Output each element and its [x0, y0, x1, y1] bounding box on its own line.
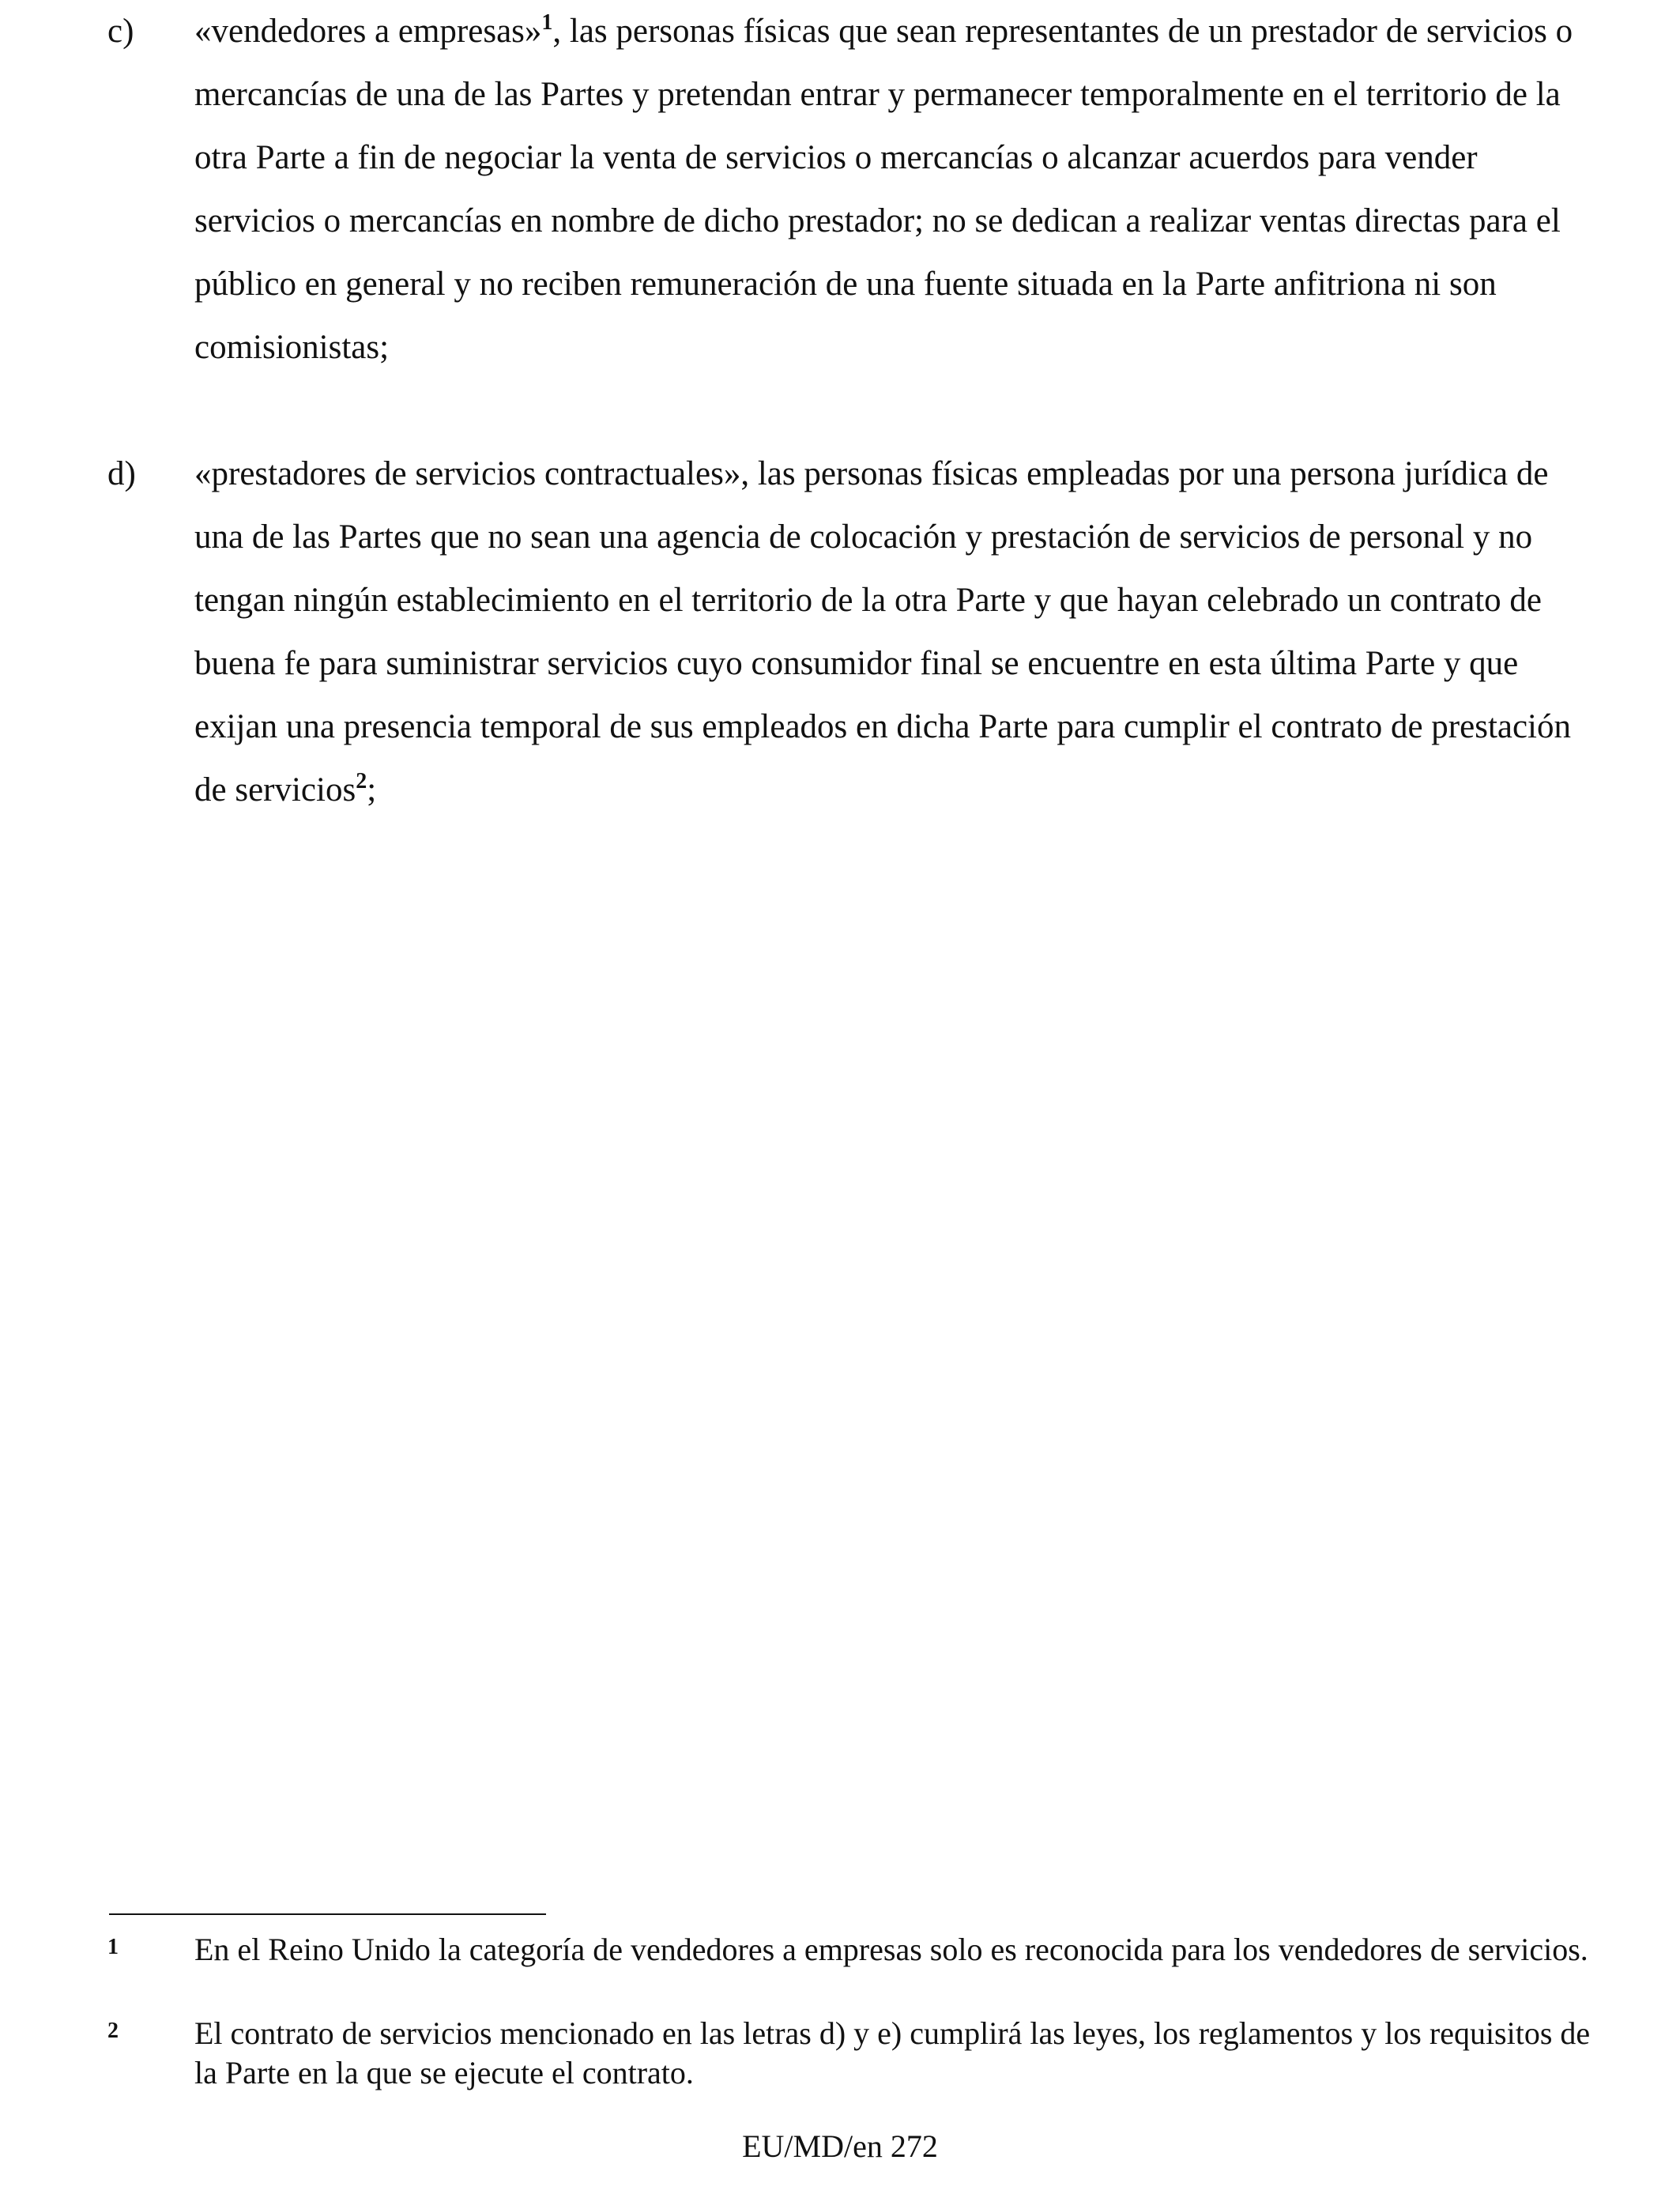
item-text-end: ; — [367, 771, 377, 809]
item-text-end: , las personas físicas que sean representantes de un prestador de servicios o mercancías de una de las Partes y pretendan entrar y permanecer temporalmente en el territorio de la otra Parte a fin de negociar la venta de servicios o mercancías o alcanzar acuerdos para vender servicios o mercancías en nombre de dicho prestador; no se dedican a realizar ventas directas para el público en general y no reciben remuneración de una fuente situada en la Parte anfitriona ni son comisionistas; — [194, 13, 1573, 366]
footnote-2 — [107, 2014, 1593, 2096]
item-text-start: «vendedores a empresas» — [194, 13, 542, 50]
item-text — [194, 0, 1593, 379]
list-item-d — [107, 443, 1593, 822]
item-label: d) — [107, 455, 136, 492]
footnote-ref-1[interactable]: 1 — [541, 10, 553, 35]
page-number: EU/MD/en 272 — [742, 2128, 938, 2164]
item-text-start: «prestadores de servicios contractuales», las personas físicas empleadas por una persona jurídica de una de las Partes que no sean una agencia de colocación y prestación de servicios de personal y no tengan ningún establecimiento en el territorio de la otra Parte y que hayan celebrado un contrato de buena fe para suministrar servicios cuyo consumidor final se encuentre en esta última Parte y que exijan una presencia temporal de sus empleados en dicha Parte para cumplir el contrato de prestación de servicios — [194, 455, 1572, 809]
list-item-c — [107, 0, 1593, 379]
item-label: c) — [107, 13, 134, 50]
footnote-text: El contrato de servicios mencionado en las letras d) y e) cumplirá las leyes, los reglamentos y los requisitos de la Parte en la que se ejecute el contrato. — [194, 2015, 1591, 2090]
footnote-number: 1 — [107, 1935, 119, 1959]
footnote-text: En el Reino Unido la categoría de vendedores a empresas solo es reconocida para los vendedores de servicios. — [194, 1932, 1588, 1967]
footnote-1 — [107, 1930, 1593, 2012]
footnote-number: 2 — [107, 2019, 119, 2043]
footnote-ref-2[interactable]: 2 — [356, 769, 367, 794]
footnote-separator — [109, 1913, 546, 1915]
item-text — [194, 443, 1593, 822]
